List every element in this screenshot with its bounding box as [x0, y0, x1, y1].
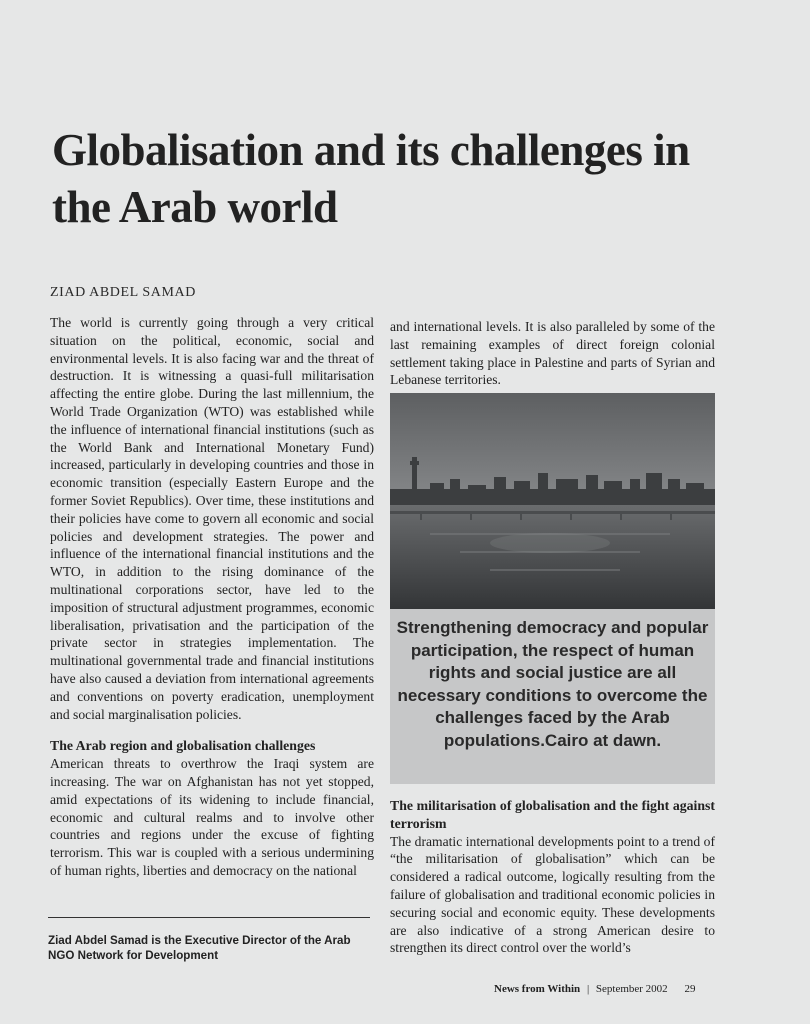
- left-column: [50, 314, 374, 880]
- publication-name: News from Within: [494, 983, 581, 995]
- issue-date: September 2002: [595, 983, 668, 995]
- body-paragraph: The world is currently going through a very critical situation on the political, economic, social and environmental levels. It is also facing war and the threat of destruction. It is witnessing a quasi-full militarisation affecting the entire globe. During the last millennium, the World Trade Organization (WTO) was established while the influence of international financial institutions (such as the World Bank and International Monetary Fund) increased, particularly in developing countries and those in economic transition (especially Eastern Europe and the former Soviet Republics). Over time, these institutions and their policies have come to govern all economic and social policies and development strategies. The power and influence of the international financial institutions and the WTO, in addition to the rising dominance of the multinational corporations sector, have led to the imposition of structural adjustment programmes, economic liberalisation, privatisation and the participation of the private sector in strategies implementation. The multinational governmental trade and financial institutions have also caused a deviation from international agreements and conventions on poverty eradication, unemployment and social marginalisation policies.: [50, 315, 374, 722]
- cairo-dawn-photo: [390, 393, 715, 609]
- body-paragraph: and international levels. It is also paralleled by some of the last remaining examples of direct foreign colonial settlement taking place in Palestine and parts of Syrian and Lebanese territories.: [390, 319, 715, 388]
- right-column-lower: [390, 797, 715, 957]
- page-footer: [494, 983, 695, 995]
- author-bio: Ziad Abdel Samad is the Executive Director of the Arab NGO Network for Development: [48, 934, 351, 962]
- footer-separator: |: [586, 983, 590, 995]
- section-heading: The militarisation of globalisation and the fight against terrorism: [390, 798, 715, 831]
- article-title: Globalisation and its challenges in the Arab world: [52, 125, 690, 232]
- body-paragraph: American threats to overthrow the Iraqi system are increasing. The war on Afghanistan has not yet stopped, amid expectations of its widening to include financial, economic and cultural realms and to involve other countries and regions under the excuse of fighting terrorism. This war is coupled with a serious undermining of human rights, liberties and democracy on the national: [50, 756, 374, 878]
- body-paragraph: The dramatic international developments point to a trend of “the militarisation of globalisation” which can be considered a radical outcome, logically resulting from the failure of globalisation and traditional economic policies in securing social and economic equity. These developments are also indicative of a strong American desire to strengthen its direct control over the world’s: [390, 833, 715, 956]
- caption-text: Strengthening democracy and popular participation, the respect of human rights and social justice are all necessary conditions to overcome the challenges faced by the Arab populations.Cairo at dawn.: [396, 618, 709, 750]
- right-column: [390, 318, 715, 389]
- photo-caption: [390, 609, 715, 784]
- section-heading: The Arab region and globalisation challenges: [50, 738, 316, 754]
- photo-graphic: [390, 393, 715, 609]
- bio-divider: [48, 917, 370, 918]
- author-byline: ZIAD ABDEL SAMAD: [50, 285, 196, 300]
- page-number: 29: [684, 983, 696, 995]
